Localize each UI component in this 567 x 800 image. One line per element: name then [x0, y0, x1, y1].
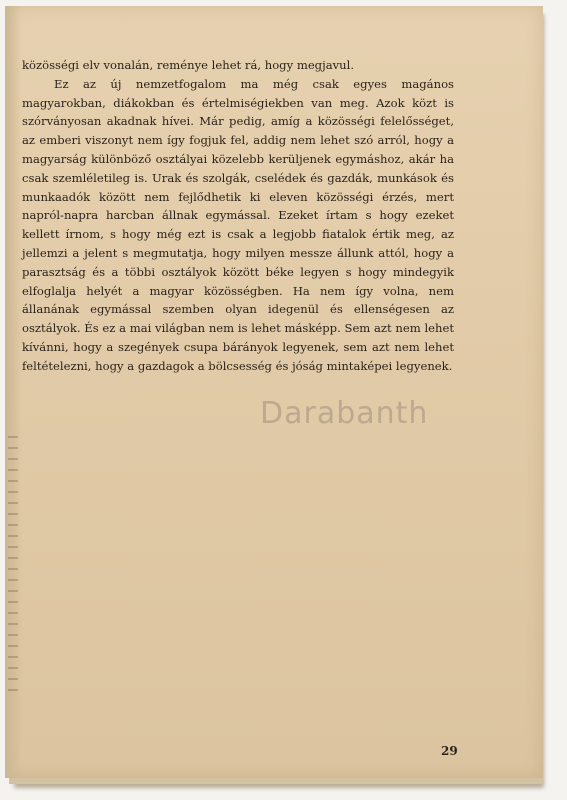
page-number: 29: [441, 744, 458, 758]
bleed-through-text: [8, 436, 18, 696]
book-page: [5, 6, 543, 778]
watermark-text: Darabanth: [260, 396, 429, 431]
paragraph-continued: közösségi elv vonalán, reménye lehet rá, hogy megjavul.: [22, 58, 355, 72]
paragraph-main: Ez az új nemzetfogalom ma még csak egyes magános magyarokban, diákokban és értelmiségiekben van meg. Azok közt is szórványosan akadnak hívei. Már pedig, amíg a közösségi felelősséget, az emberi viszonyt nem így fogjuk fel, addig nem lehet szó arról, hogy a magyarság különböző osztályai közelebb kerüljenek egymáshoz, akár ha csak szemléletileg is. Urak és szolgák, cselédek és gazdák, munkások és munkaadók között nem fejlődhetik ki eleven közösségi érzés, mert napról-napra harcban állnak egymással. Ezeket írtam s hogy ezeket kellett írnom, s hogy még ezt is csak a legjobb fiatalok értik meg, az jellemzi a jelent s megmutatja, hogy milyen messze állunk attól, hogy a parasztság és a többi osztályok között béke legyen s hogy mindegyik elfoglalja helyét a magyar közösségben. Ha nem így volna, nem állanának egymással szemben olyan idegenül és ellenségesen az osztályok. És ez a mai világban nem is lehet másképp. Sem azt nem lehet kívánni, hogy a szegények csupa bárányok legyenek, sem azt nem lehet feltételezni, hogy a gazdagok a bölcsesség és jóság mintaképei legyenek.: [22, 76, 454, 373]
page-text: [22, 56, 454, 376]
